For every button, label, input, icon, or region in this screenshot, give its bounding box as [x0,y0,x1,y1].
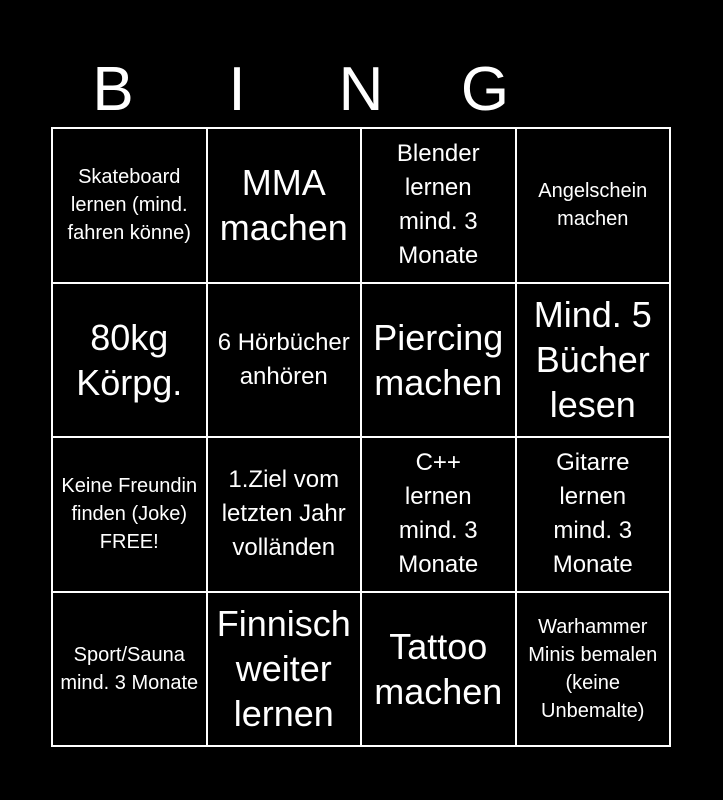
bingo-cell[interactable] [516,592,671,747]
bingo-cell[interactable] [207,283,362,438]
bingo-cell[interactable] [516,128,671,283]
bingo-cell[interactable] [52,128,207,283]
cell-text: Mind. 5 Bücher lesen [533,294,652,426]
cell-text: Tattoo machen [374,625,503,712]
header-letter-n: N [338,55,384,124]
bingo-cell[interactable] [52,592,207,747]
bingo-cell[interactable] [516,437,671,592]
bingo-header [51,52,671,128]
cell-text: MMA machen [219,162,348,249]
cell-text: Sport/Sauna mind. 3 Monate [60,643,199,694]
cell-text: 80kg Körpg. [76,316,183,403]
cell-text: Piercing machen [373,316,504,403]
cell-text: Warhammer Minis bemalen (keine Unbemalte) [528,615,658,722]
cell-text: 6 Hörbücher anhören [217,328,350,390]
cell-text: Angelschein machen [538,180,648,231]
bingo-cell[interactable] [361,437,516,592]
bingo-cell[interactable] [516,283,671,438]
bingo-grid [51,127,671,747]
cell-text: Skateboard lernen (mind. fahren könne) [67,166,191,245]
cell-text: Keine Freundin finden (Joke) FREE! [61,475,198,554]
header-letter-b: B [92,55,134,124]
bingo-cell[interactable] [361,128,516,283]
bingo-cell[interactable] [361,283,516,438]
cell-text: Gitarre lernen mind. 3 Monate [552,449,633,579]
header-letter-i: I [228,55,246,124]
bingo-cell[interactable] [207,128,362,283]
cell-text: Finnisch weiter lernen [216,603,351,735]
bingo-cell[interactable] [207,437,362,592]
cell-text: Blender lernen mind. 3 Monate [396,140,480,270]
cell-text: 1.Ziel vom letzten Jahr volländen [221,466,346,562]
bingo-cell[interactable] [52,283,207,438]
cell-text: C++ lernen mind. 3 Monate [398,449,479,579]
bingo-cell[interactable] [361,592,516,747]
bingo-cell[interactable] [52,437,207,592]
bingo-cell[interactable] [207,592,362,747]
header-letter-g: G [460,55,510,124]
